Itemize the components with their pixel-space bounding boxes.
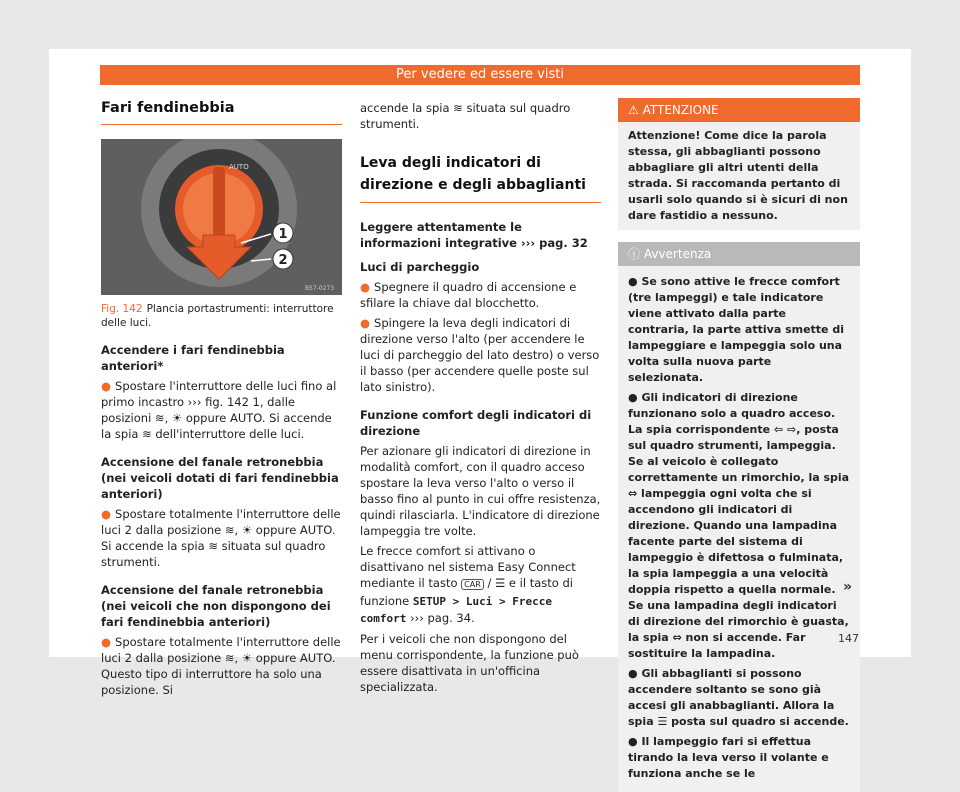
subheading-comfort: Funzione comfort degli indicatori di direzione <box>360 408 592 438</box>
subheading-rear-fog-equipped: Accensione del fanale retronebbia (nei veicoli dotati di fari fendinebbia anteriori) <box>101 455 339 501</box>
info-icon: ⓘ <box>628 247 641 261</box>
warning-text: Attenzione! Come dice la parola stessa, gli abbaglianti possono abbagliare gli altri utenti della strada. Si raccomanda pertanto di usarli solo quando si è sicuri di non dare fastidio a nessuno. <box>628 129 848 222</box>
subheading-parking: Luci di parcheggio <box>360 260 480 274</box>
note-bullet-2: ● Gli indicatori di direzione funzionano solo a quadro acceso. La spia corrispondente ⇦ ⇨, posta sul quadro strumenti, lampeggia. Se al veicolo è collegato correttamente un rimorchio, la spia ⇔ lampeggia ogni volta che si accendono gli indicatori di direzione. Quando una lampadina facente parte del sistema di lampeggio è difettosa o fulminata, la spia lampeggia a una velocità doppia rispetto a quella normale. Se una lampadina degli indicatori di direzione del rimorchio è guasta, la spia ⇔ non si accende. Far sostituire la lampadina. <box>628 391 850 660</box>
chapter-header: Per vedere ed essere visti <box>100 65 860 85</box>
note-box <box>618 242 860 792</box>
page-number: 147 <box>838 632 859 645</box>
subheading-front-fog: Accendere i fari fendinebbia anteriori* <box>101 343 285 373</box>
menu-path: SETUP > Luci > Frecce comfort <box>360 595 552 625</box>
column-right <box>618 98 860 792</box>
title-rule <box>101 124 342 125</box>
note-bullet-1: ● Se sono attive le frecce comfort (tre lampeggi) e tale indicatore viene attivato dalla parte contraria, la parte attiva smette di lampeggiare e lampeggia solo una volta sulla nuova parte selezionata. <box>628 275 844 384</box>
note-header: ⓘ Avvertenza <box>618 242 860 266</box>
warning-header: ⚠ ATTENZIONE <box>618 98 860 122</box>
comfort-paragraph-3: Per i veicoli che non dispongono del menu corrispondente, la funzione può essere disattivata in un'officina specializzata. <box>360 632 579 694</box>
section-title-indicators: Leva degli indicatori di direzione e degli abbaglianti <box>360 155 586 193</box>
note-bullet-3: ● Gli abbaglianti si possono accendere soltanto se sono già accesi gli anabbaglianti. Allora la spia ☰ posta sul quadro si accende. <box>628 667 849 728</box>
figure-ref: Fig. 142 <box>101 303 143 315</box>
column-left <box>101 98 342 702</box>
note-bullet-4: ● Il lampeggio fari si effettua tirando la leva verso il volante e funziona anche se le <box>628 735 829 780</box>
bullet-front-fog: ● Spostare l'interruttore delle luci fino al primo incastro ››› fig. 142 1, dalle posizioni ≋, ☀ oppure AUTO. Si accende la spia ≋ dell'interruttore delle luci. <box>101 379 337 441</box>
section-rule <box>360 202 601 203</box>
column-middle <box>360 98 601 699</box>
bullet-rear-fog-basic: ● Spostare totalmente l'interruttore delle luci 2 dalla posizione ≋, ☀ oppure AUTO. Questo tipo di interruttore ha solo una posizione. Si <box>101 635 341 697</box>
figure-caption-text: Plancia portastrumenti: interruttore delle luci. <box>101 303 334 329</box>
light-switch-figure <box>101 139 342 295</box>
bullet-parking-1: ● Spegnere il quadro di accensione e sfilare la chiave dal blocchetto. <box>360 280 577 310</box>
subheading-rear-fog-basic: Accensione del fanale retronebbia (nei veicoli che non dispongono dei fari fendinebbia anteriori) <box>101 583 331 629</box>
callout-2-label: 2 <box>278 253 288 268</box>
warning-icon: ⚠ <box>628 103 639 117</box>
car-key-icon: CAR <box>461 579 484 590</box>
warning-box <box>618 98 860 230</box>
note-body <box>618 266 860 792</box>
bullet-parking-2: ● Spingere la leva degli indicatori di direzione verso l'alto (per accendere le luci di parcheggio del lato destro) o verso il basso (per accendere quelle poste sul lato sinistro). <box>360 316 600 394</box>
continued-text: accende la spia ≋ situata sul quadro strumenti. <box>360 101 571 131</box>
auto-label: AUTO <box>229 163 249 171</box>
section-title: Fari fendinebbia <box>101 100 235 116</box>
bullet-rear-fog-equipped: ● Spostare totalmente l'interruttore delle luci 2 dalla posizione ≋, ☀ oppure AUTO. Si accende la spia ≋ situata sul quadro strumenti. <box>101 507 341 569</box>
comfort-paragraph-1: Per azionare gli indicatori di direzione in modalità comfort, con il quadro acceso spostare la leva verso l'alto o verso il basso fino al punto in cui offre resistenza, quindi rilasciarla. L'indicatore di direzione lampeggia tre volte. <box>360 444 601 538</box>
figure-code: B57-0273 <box>305 285 335 292</box>
callout-1-label: 1 <box>278 227 288 242</box>
continue-arrow-icon: » <box>843 579 853 595</box>
light-switch-illustration <box>101 139 342 295</box>
comfort-paragraph-2: Le frecce comfort si attivano o disattivano nel sistema Easy Connect mediante il tasto CAR / ☰ e il tasto di funzione SETUP > Luci > Frecce comfort ››› pag. 34. <box>360 544 576 625</box>
figure-caption <box>101 302 342 330</box>
lead-note: Leggere attentamente le informazioni integrative ››› pag. 32 <box>360 220 588 250</box>
